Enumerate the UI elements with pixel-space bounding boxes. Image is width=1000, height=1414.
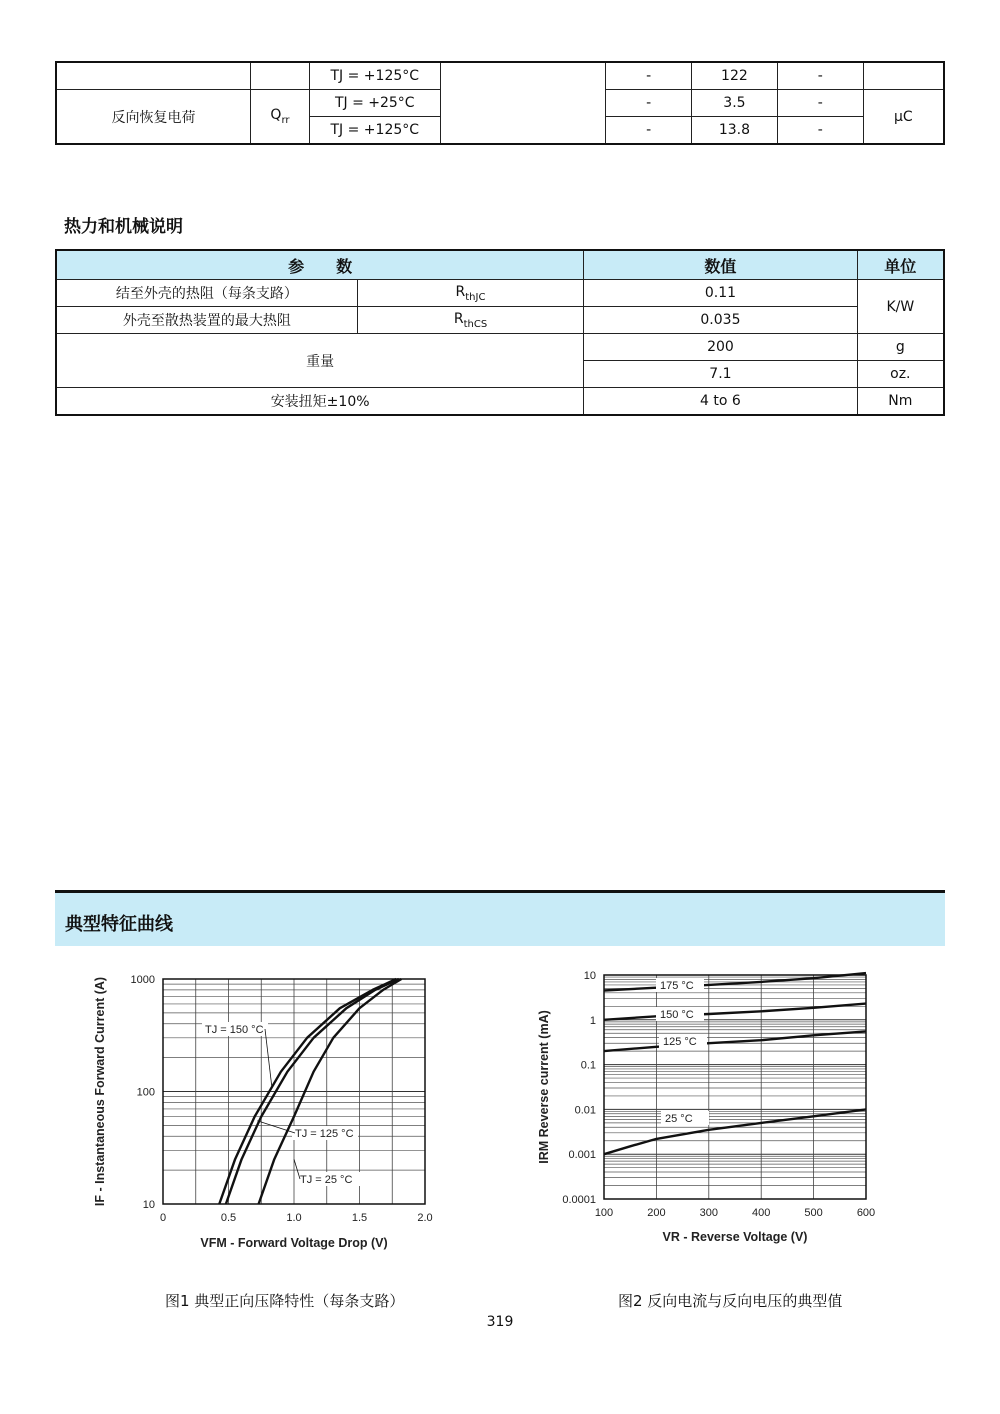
param-cell: 反向恢复电荷 [56,90,251,145]
x-tick-label: 300 [699,1207,718,1219]
series-label: 25 °C [665,1113,693,1125]
series-label: 150 °C [660,1009,694,1021]
series-label: 125 °C [663,1036,697,1048]
unit-cell: µC [863,90,944,145]
x-axis-label: VR - Reverse Voltage (V) [662,1230,808,1244]
thermal-mechanical-table [55,249,945,416]
max-cell: - [777,117,863,145]
x-axis-label: VFM - Forward Voltage Drop (V) [200,1236,388,1250]
max-cell: - [777,62,863,90]
section-title-thermal: 热力和机械说明 [64,217,183,237]
x-tick-label: 500 [804,1207,823,1219]
min-cell: - [606,62,692,90]
section-title-curves: 典型特征曲线 [65,914,173,935]
x-tick-label: 0.5 [220,1212,237,1224]
y-tick-label: 0.1 [580,1059,596,1072]
series-label: TJ = 150 °C [205,1024,264,1036]
series-label: TJ = 125 °C [295,1128,354,1140]
table-row [56,307,944,334]
value-cell: 7.1 [584,361,857,388]
y-tick-label: 0.0001 [562,1194,596,1206]
table-row [56,334,944,361]
unit-cell: Nm [857,388,944,416]
table-header-row [56,250,944,280]
value-cell: 0.035 [584,307,857,334]
unit-cell: K/W [857,280,944,334]
typ-cell: 3.5 [692,90,778,117]
y-tick-label: 1000 [130,974,155,986]
symbol-cell: $R_{thCS}$ [357,307,583,334]
x-tick-label: 600 [856,1207,876,1219]
electrical-table-continuation [55,61,945,145]
typ-cell: 13.8 [692,117,778,145]
section-header-bar [55,890,945,946]
table-row [56,280,944,307]
plot-frame [604,975,866,1199]
series-label: TJ = 25 °C [300,1174,353,1186]
condition-cell: TJ = +125°C [309,62,440,90]
x-tick-label: 200 [647,1207,666,1219]
condition-cell: TJ = +125°C [309,117,440,145]
x-tick-label: 1.0 [286,1212,302,1224]
max-cell: - [777,90,863,117]
y-tick-label: 0.001 [568,1149,596,1162]
unit-cell: g [857,334,944,361]
reverse-current-chart [530,965,890,1255]
forward-voltage-chart [90,965,460,1265]
value-cell: 0.11 [584,280,857,307]
y-tick-label: 0.01 [574,1104,596,1117]
figure-2-caption: 图2 反向电流与反向电压的典型值 [618,1292,843,1310]
table-row [56,388,944,416]
header-param: 参 数 [56,250,584,280]
series-line [604,1031,866,1051]
param-cell: 安装扭矩±10% [56,388,584,416]
param-cell: 重量 [56,334,584,388]
min-cell: - [606,90,692,117]
x-tick-label: 100 [594,1207,614,1219]
min-cell: - [606,117,692,145]
param-cell: 外壳至散热装置的最大热阻 [56,307,357,334]
series-label: 175 °C [660,980,694,992]
page-number: 319 [486,1314,514,1330]
unit-cell: oz. [857,361,944,388]
x-tick-label: 2.0 [417,1212,433,1224]
x-tick-label: 0 [159,1212,167,1224]
x-tick-label: 400 [752,1207,771,1219]
symbol-cell: $R_{thJC}$ [357,280,583,307]
value-cell: 4 to 6 [584,388,857,416]
y-axis-label: IRM Reverse current (mA) [537,1010,551,1164]
symbol-cell: $Q_{rr}$ [251,90,310,145]
param-cell: 结至外壳的热阻（每条支路） [56,280,357,307]
table-row [56,62,944,90]
y-tick-label: 10 [142,1199,155,1211]
y-axis-label: IF - Instantaneous Forward Current (A) [93,976,107,1207]
typ-cell: 122 [692,62,778,90]
header-unit: 单位 [857,250,944,280]
figure-1-caption: 图1 典型正向压降特性（每条支路） [165,1292,405,1310]
y-tick-label: 1 [589,1014,596,1027]
condition-cell: TJ = +25°C [309,90,440,117]
y-tick-label: 10 [583,970,596,982]
y-tick-label: 100 [136,1086,155,1099]
x-tick-label: 1.5 [351,1212,368,1224]
value-cell: 200 [584,334,857,361]
header-value: 数值 [584,250,857,280]
